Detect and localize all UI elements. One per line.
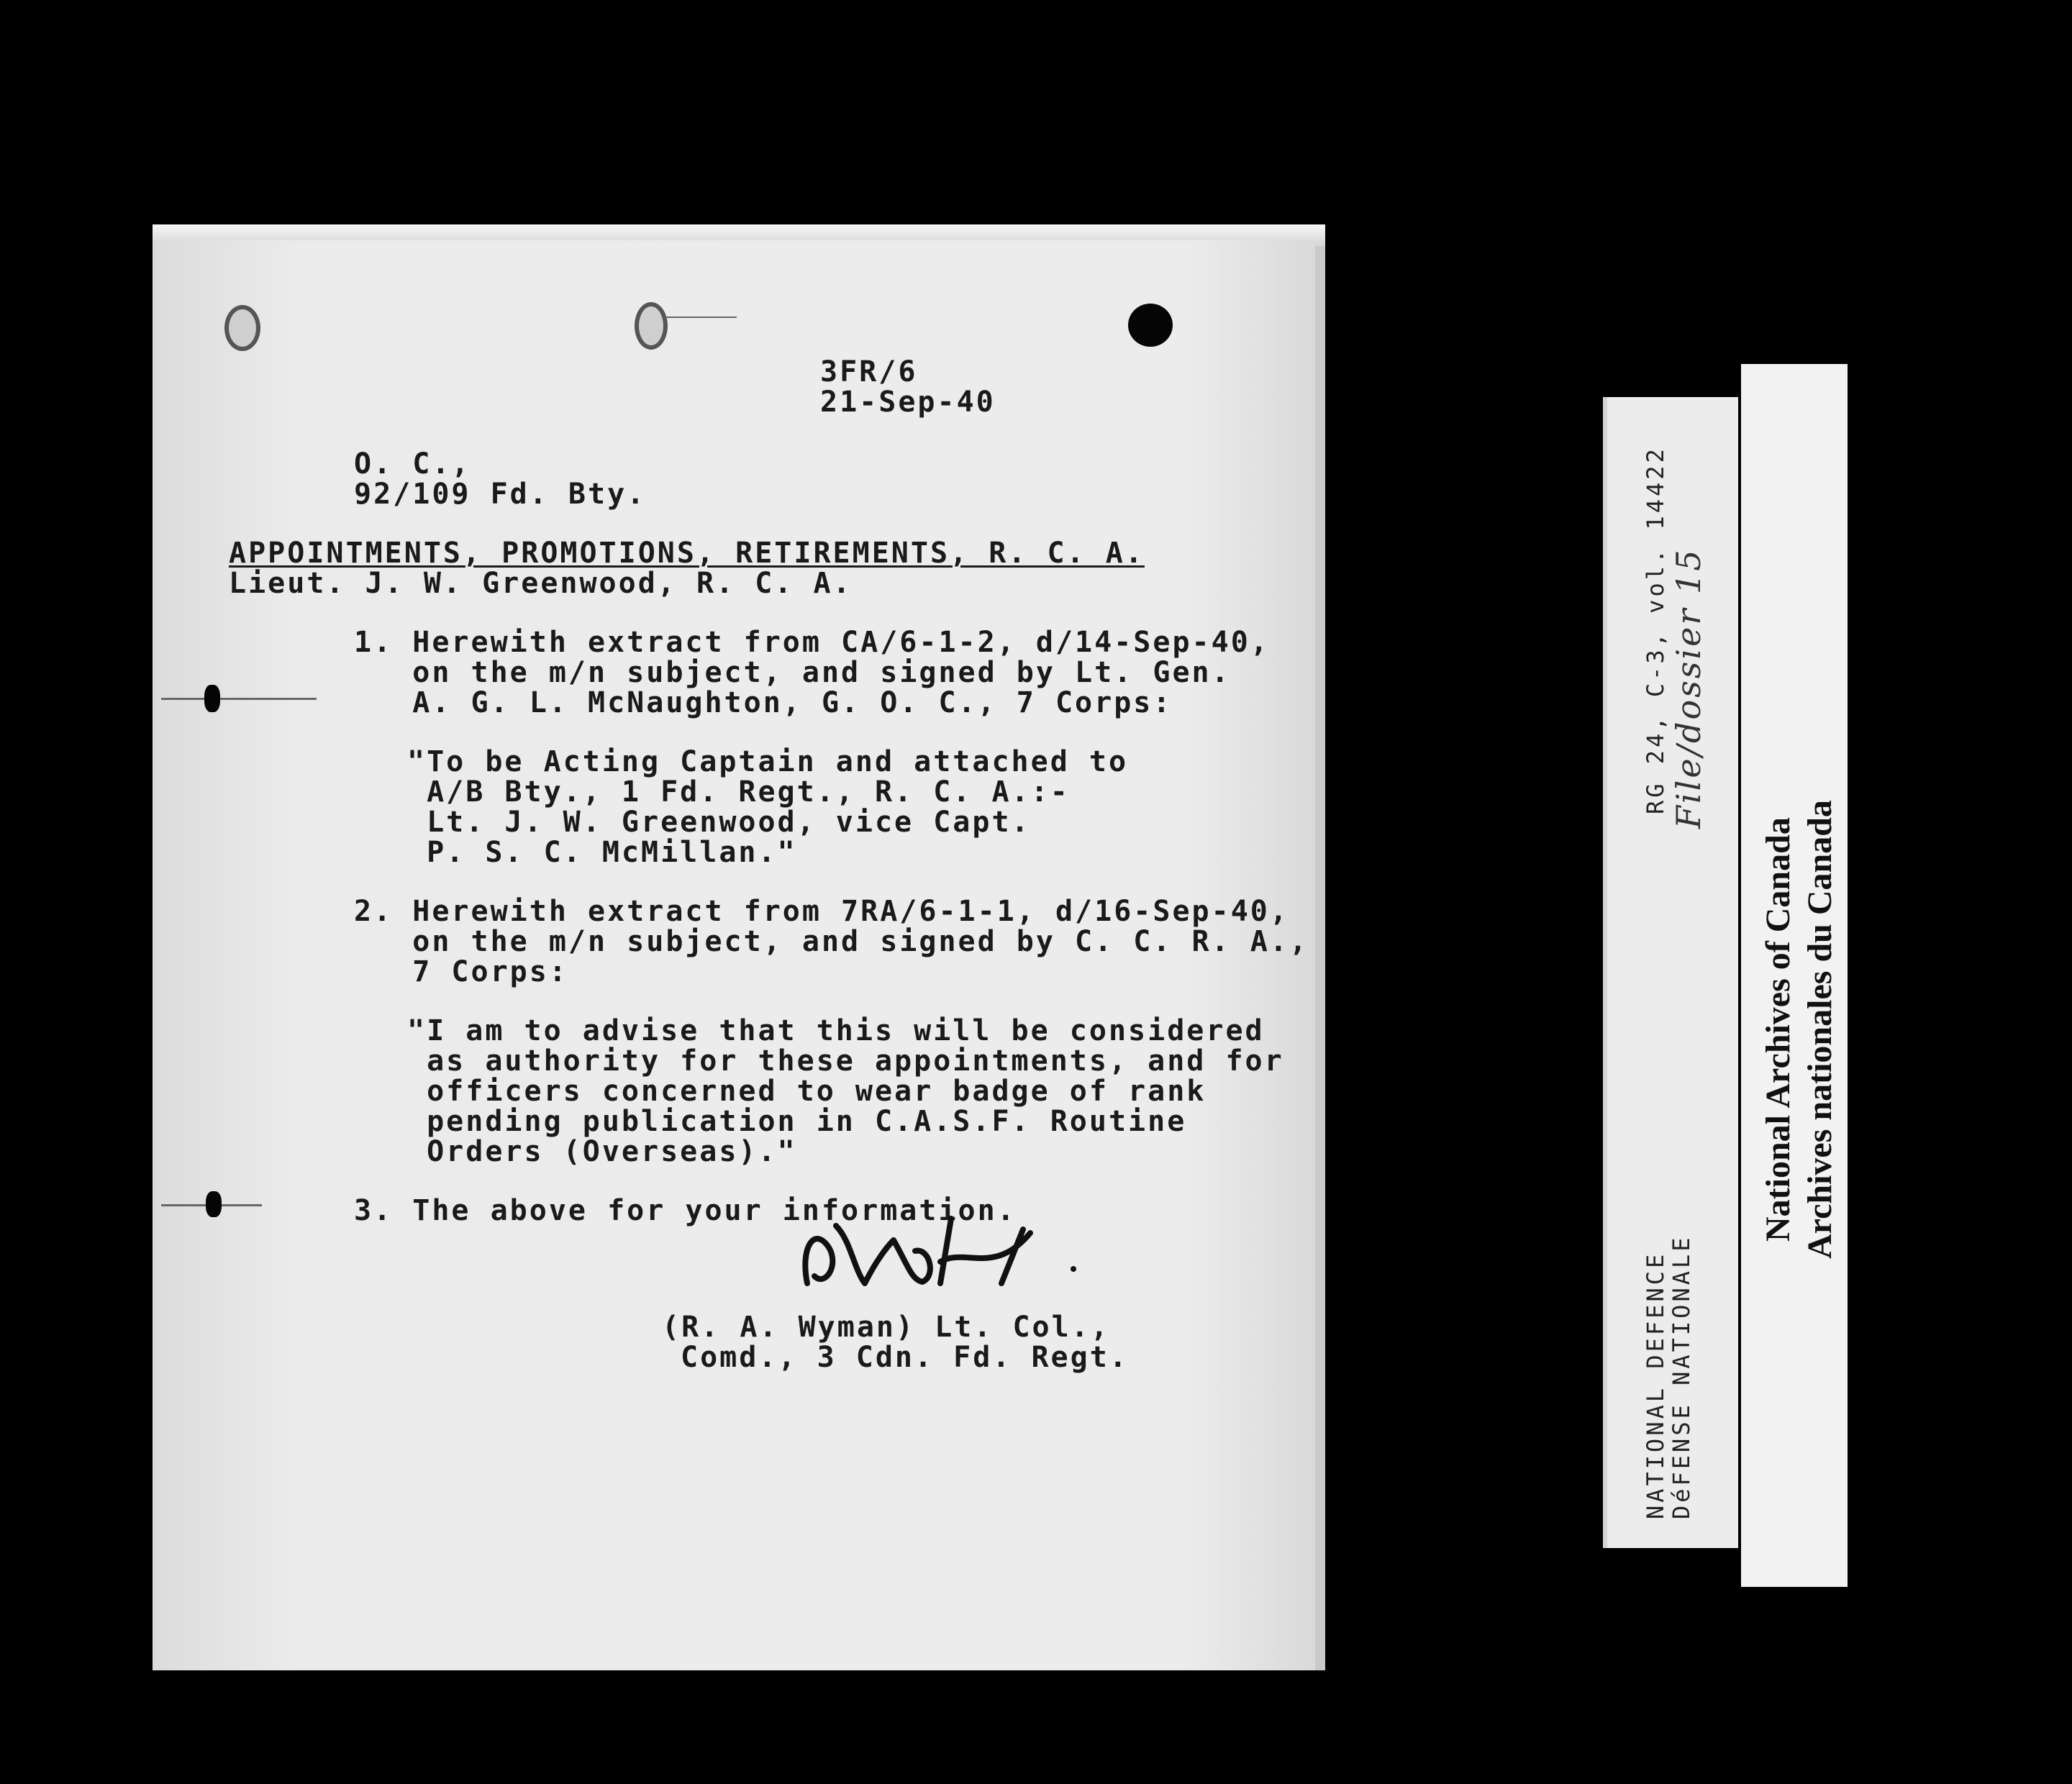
letter-page <box>153 224 1325 1670</box>
para3: 3. The above for your information. <box>354 1194 1017 1227</box>
para2-line-1: 2. Herewith extract from 7RA/6-1-1, d/16-Sep-40, <box>354 895 1289 928</box>
para1-line-2: on the m/n subject, and signed by Lt. Gen. <box>354 656 1231 689</box>
quote2-line-5: Orders (Overseas)." <box>407 1135 797 1168</box>
quote1-line-1: "To be Acting Captain and attached to <box>407 745 1129 778</box>
paper-top-edge <box>153 224 1325 240</box>
subject-line: APPOINTMENTS, PROMOTIONS, RETIREMENTS, R. C. A. <box>229 537 1145 570</box>
archives-label-english: National Archives of Canada <box>1759 817 1797 1242</box>
archive-reference: RG 24, C-3, vol. 14422 <box>1642 446 1669 814</box>
letter-date: 21-Sep-40 <box>820 386 996 419</box>
para2-line-2: on the m/n subject, and signed by C. C. R. A., <box>354 925 1309 958</box>
quote1-line-4: P. S. C. McMillan." <box>407 836 797 869</box>
binding-hole-upper <box>204 685 220 712</box>
department-line-2: DéFENSE NATIONALE <box>1668 1234 1695 1519</box>
archive-reference-card <box>1603 397 1738 1548</box>
file-dossier-number: File/dossier 15 <box>1669 547 1708 829</box>
quote1-line-2: A/B Bty., 1 Fd. Regt., R. C. A.:- <box>407 775 1070 809</box>
punch-hole-center <box>635 302 668 350</box>
national-archives-label <box>1741 364 1848 1587</box>
quote2-line-2: as authority for these appointments, and for <box>407 1045 1284 1078</box>
department-line-1: NATIONAL DEFENCE <box>1642 1251 1669 1519</box>
handwritten-signature <box>786 1197 1088 1305</box>
signature-name-rank: (R. A. Wyman) Lt. Col., <box>662 1311 1110 1344</box>
file-reference: 3FR/6 <box>820 355 918 388</box>
para2-line-3: 7 Corps: <box>354 955 568 988</box>
quote1-line-3: Lt. J. W. Greenwood, vice Capt. <box>407 806 1031 839</box>
subject-line-2: Lieut. J. W. Greenwood, R. C. A. <box>229 567 853 600</box>
pencil-mark <box>665 317 737 318</box>
addressee-line-2: 92/109 Fd. Bty. <box>354 478 647 511</box>
archives-label-french: Archives nationales du Canada <box>1801 800 1839 1259</box>
quote2-line-3: officers concerned to wear badge of rank <box>407 1075 1207 1108</box>
signature-command: Comd., 3 Cdn. Fd. Regt. <box>681 1341 1129 1374</box>
paper-right-edge <box>1315 246 1325 1670</box>
para1-line-3: A. G. L. McNaughton, G. O. C., 7 Corps: <box>354 686 1173 719</box>
punch-hole-left <box>224 305 260 351</box>
quote2-line-4: pending publication in C.A.S.F. Routine <box>407 1105 1187 1138</box>
punch-hole-right <box>1128 304 1173 347</box>
addressee-line-1: O. C., <box>354 447 471 481</box>
para1-line-1: 1. Herewith extract from CA/6-1-2, d/14-Sep-40, <box>354 626 1270 659</box>
binding-mark-upper <box>161 698 317 700</box>
binding-hole-lower <box>206 1191 222 1217</box>
quote2-line-1: "I am to advise that this will be considered <box>407 1014 1265 1047</box>
